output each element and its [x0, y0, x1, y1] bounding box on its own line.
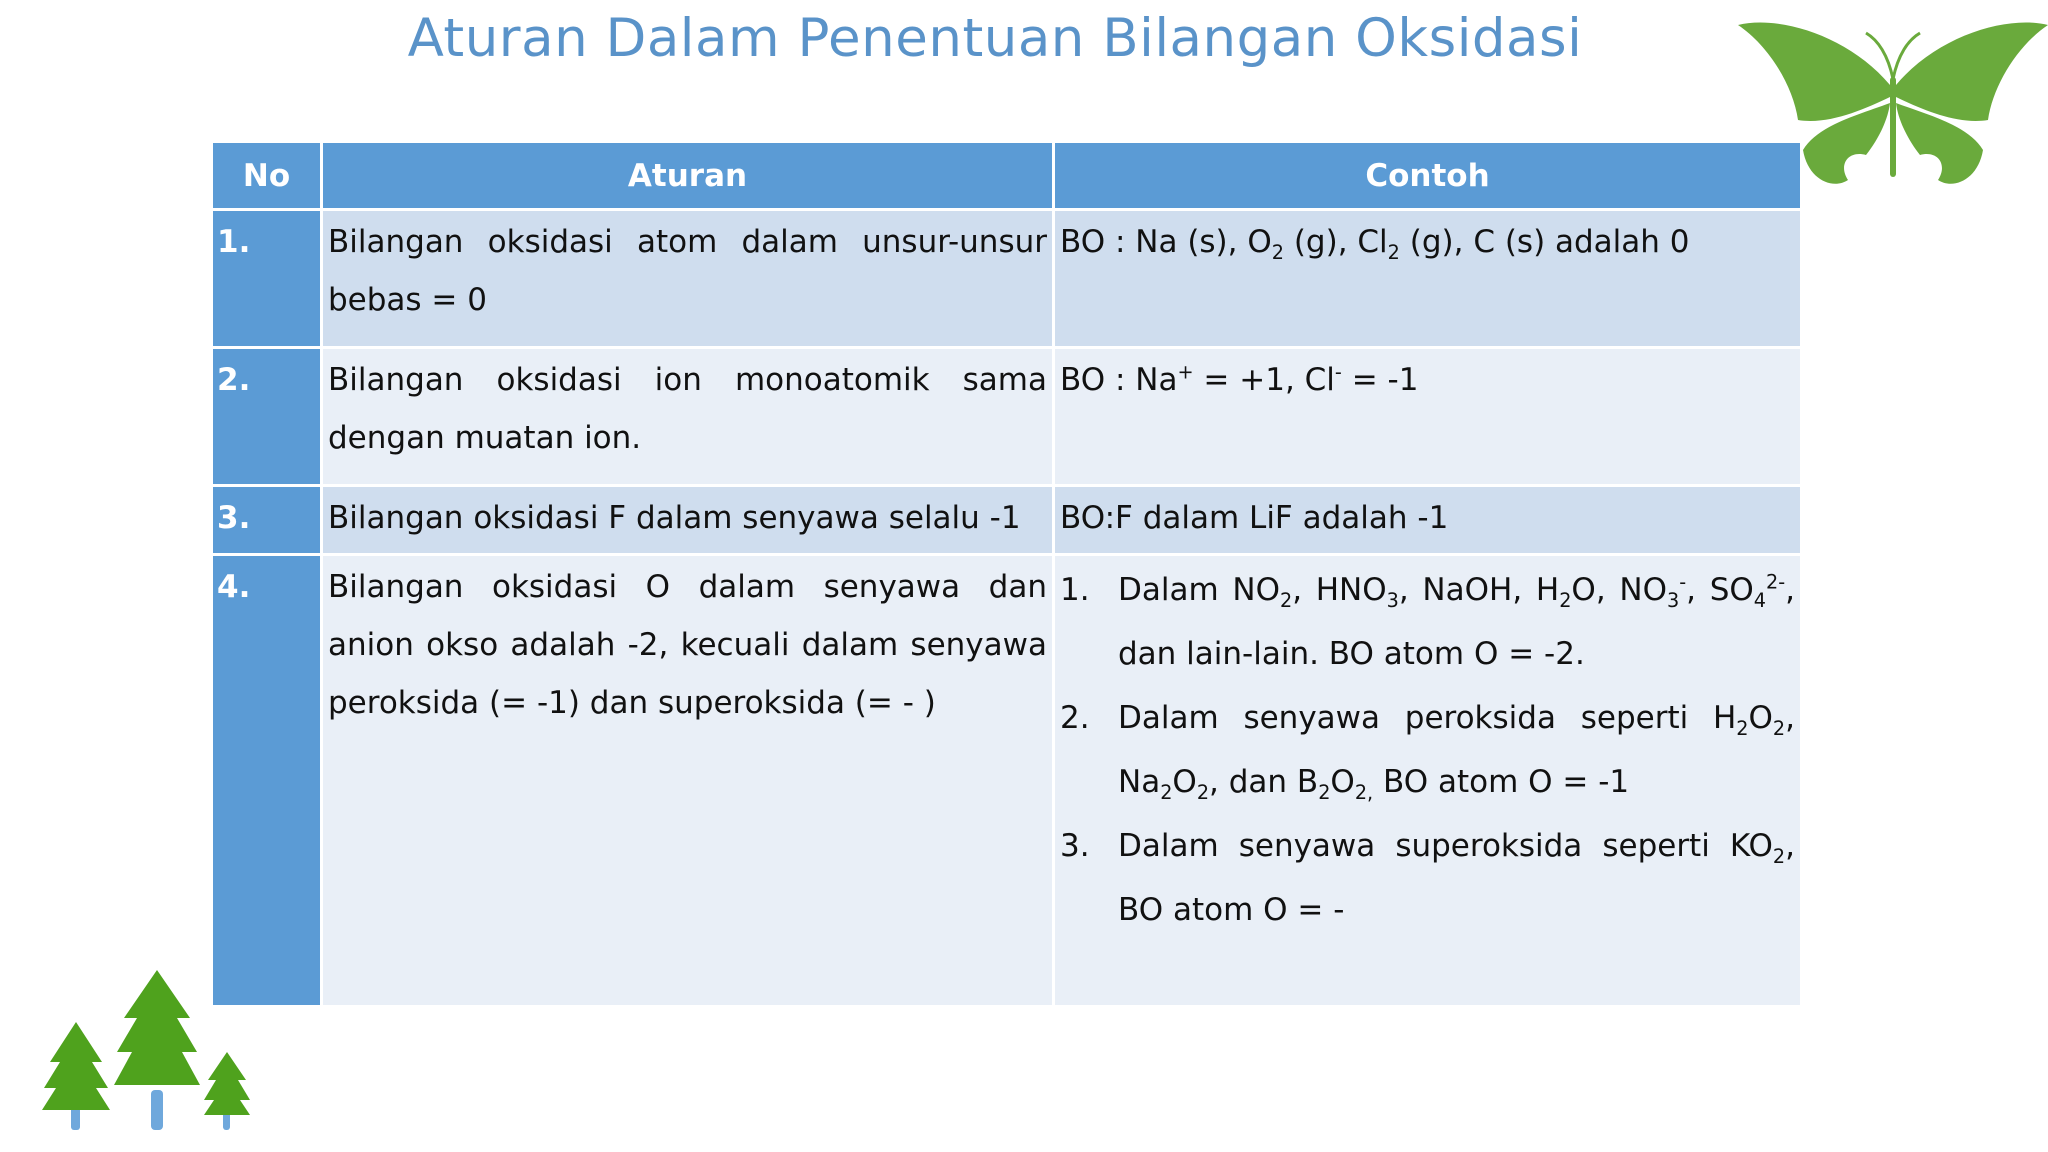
example-list	[1060, 558, 1795, 942]
table-row	[212, 210, 1802, 348]
example-item: 1. Dalam $NO_2$, $HNO_3$, NaOH, $H_2O$, $NO_3^-$, $SO_4^{2-}$, dan lain-lain. BO atom O = -2.	[1060, 558, 1795, 686]
oxidation-rules-table	[210, 140, 1803, 1008]
example-item-number: 2.	[1060, 700, 1090, 736]
rule-text: Bilangan oksidasi ion monoatomik sama dengan muatan ion.	[322, 348, 1054, 486]
example-list-cell	[1054, 555, 1802, 1007]
header-rule: Aturan	[322, 142, 1054, 210]
table-row	[212, 486, 1802, 555]
table-row	[212, 348, 1802, 486]
slide-title: Aturan Dalam Penentuan Bilangan Oksidasi	[407, 8, 1583, 69]
example-item-number: 1.	[1060, 572, 1090, 608]
example-text: BO : Na (s), $O_2$ (g), $Cl_2$ (g), C (s) adalah 0	[1054, 210, 1802, 348]
example-text: BO : Na+ = +1, Cl- = -1	[1054, 348, 1802, 486]
rule-text: Bilangan oksidasi O dalam senyawa dan anion okso adalah -2, kecuali dalam senyawa peroksida (= -1) dan superoksida (= - )	[322, 555, 1054, 1007]
example-item-number: 3.	[1060, 828, 1090, 864]
rule-text: Bilangan oksidasi F dalam senyawa selalu -1	[322, 486, 1054, 555]
example-item: 3. Dalam senyawa superoksida seperti $KO_2$, BO atom O = -	[1060, 814, 1795, 942]
header-example: Contoh	[1054, 142, 1802, 210]
row-number: 3.	[212, 486, 322, 555]
row-number: 1.	[212, 210, 322, 348]
example-text: BO:F dalam LiF adalah -1	[1054, 486, 1802, 555]
table-row	[212, 555, 1802, 1007]
rule-text: Bilangan oksidasi atom dalam unsur-unsur bebas = 0	[322, 210, 1054, 348]
example-item: 2. Dalam senyawa peroksida seperti $H_2O_2$, $Na_2O_2$, dan $B_2O_{2,}$ BO atom O = -1	[1060, 686, 1795, 814]
header-no: No	[212, 142, 322, 210]
row-number: 2.	[212, 348, 322, 486]
row-number: 4.	[212, 555, 322, 1007]
table-header-row	[212, 142, 1802, 210]
